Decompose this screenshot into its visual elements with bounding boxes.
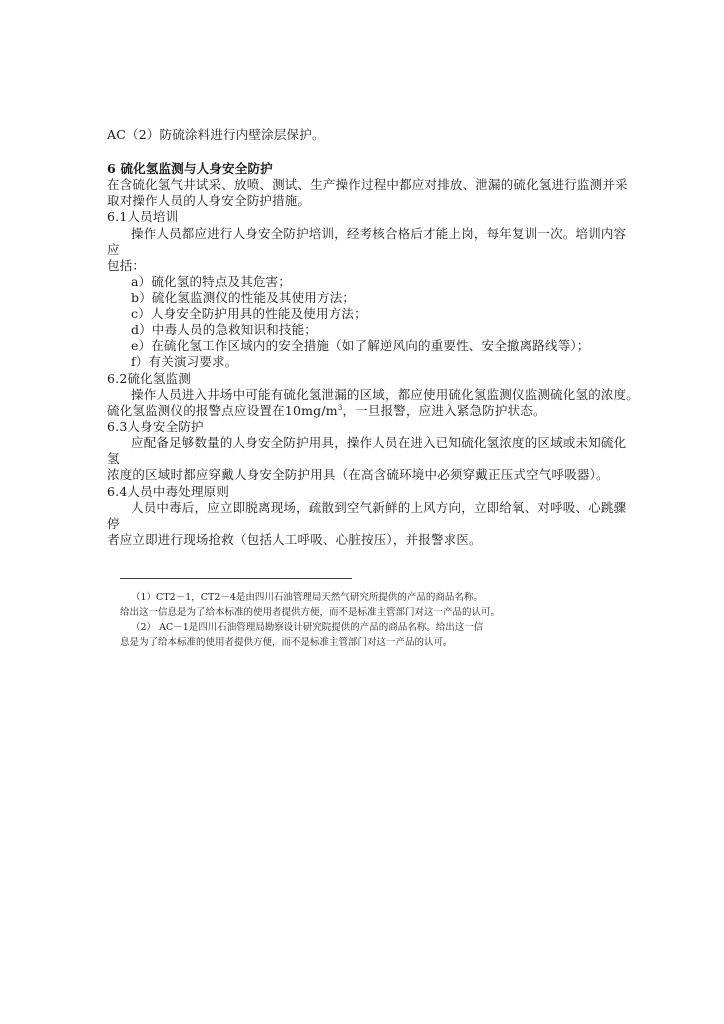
- body-line: 停: [107, 516, 120, 531]
- body-line: 应配备足够数量的人身安全防护用具，操作人员在进入已知硫化氢浓度的区域或未知硫化: [131, 435, 627, 450]
- alarm-setting-text: 硫化氢监测仪的报警点应设置在10mg/m: [107, 403, 338, 418]
- body-line: 浓度的区域时都应穿戴人身安全防护用具（在高含硫环境中必须穿戴正压式空气呼吸器）。: [107, 467, 609, 482]
- list-item: d）中毒人员的急救知识和技能；: [131, 322, 318, 337]
- list-item: b）硫化氢监测仪的性能及其使用方法；: [131, 290, 356, 305]
- alarm-action-text: ，一旦报警，应进入紧急防护状态。: [342, 403, 546, 418]
- footnote-divider: [120, 578, 352, 579]
- footnote-line: 息是为了给本标准的使用者提供方便，而不是标准主管部门对这一产品的认可。: [120, 637, 453, 648]
- unit-superscript: 3: [337, 403, 343, 412]
- footnote-line: （1）CT2－1，CT2－4是由四川石油管理局天然气研究所提供的产品的商品名称。: [131, 592, 483, 603]
- list-item: f）有关演习要求。: [131, 354, 238, 369]
- body-line: 氢: [107, 451, 120, 466]
- section-heading: 6 硫化氢监测与人身安全防护: [107, 161, 273, 176]
- list-item: a）硫化氢的特点及其危害；: [131, 274, 292, 289]
- body-line: 者应立即进行现场抢救（包括人工呼吸、心脏按压），并报警求医。: [107, 532, 482, 547]
- subsection-heading: 6.1人员培训: [107, 209, 179, 224]
- body-line: 取对操作人员的人身安全防护措施。: [107, 193, 311, 208]
- footnote-line: （2） AC－1是四川石油管理局勘察设计研究院提供的产品的商品名称。给出这一信: [131, 622, 484, 633]
- list-item: c）人身安全防护用具的性能及使用方法；: [131, 306, 367, 321]
- list-item: e）在硫化氢工作区域内的安全措施（如了解逆风向的重要性、安全撤离路线等）；: [131, 338, 590, 353]
- body-line: [107, 403, 546, 419]
- subsection-heading: 6.2硫化氢监测: [107, 371, 191, 386]
- subsection-heading: 6.3人身安全防护: [107, 419, 204, 434]
- body-line: 操作人员都应进行人身安全防护培训，经考核合格后才能上岗，每年复训一次。培训内容: [131, 226, 627, 241]
- body-line: 应: [107, 242, 120, 257]
- footnote-line: 给出这一信息是为了给本标准的使用者提供方便，而不是标准主管部门对这一产品的认可。: [120, 607, 501, 618]
- body-line: 在含硫化氢气井试采、放喷、测试、生产操作过程中都应对排放、泄漏的硫化氢进行监测并采: [107, 177, 628, 192]
- body-line: AC（2）防硫涂料进行内壁涂层保护。: [107, 127, 325, 142]
- subsection-heading: 6.4人员中毒处理原则: [107, 484, 230, 499]
- body-line: 操作人员进入井场中可能有硫化氢泄漏的区域，都应使用硫化氢监测仪监测硫化氢的浓度。: [131, 387, 640, 402]
- body-line: 包括：: [107, 258, 146, 273]
- body-line: 人员中毒后，应立即脱离现场，疏散到空气新鲜的上风方向，立即给氧、对呼吸、心跳骤: [131, 500, 627, 515]
